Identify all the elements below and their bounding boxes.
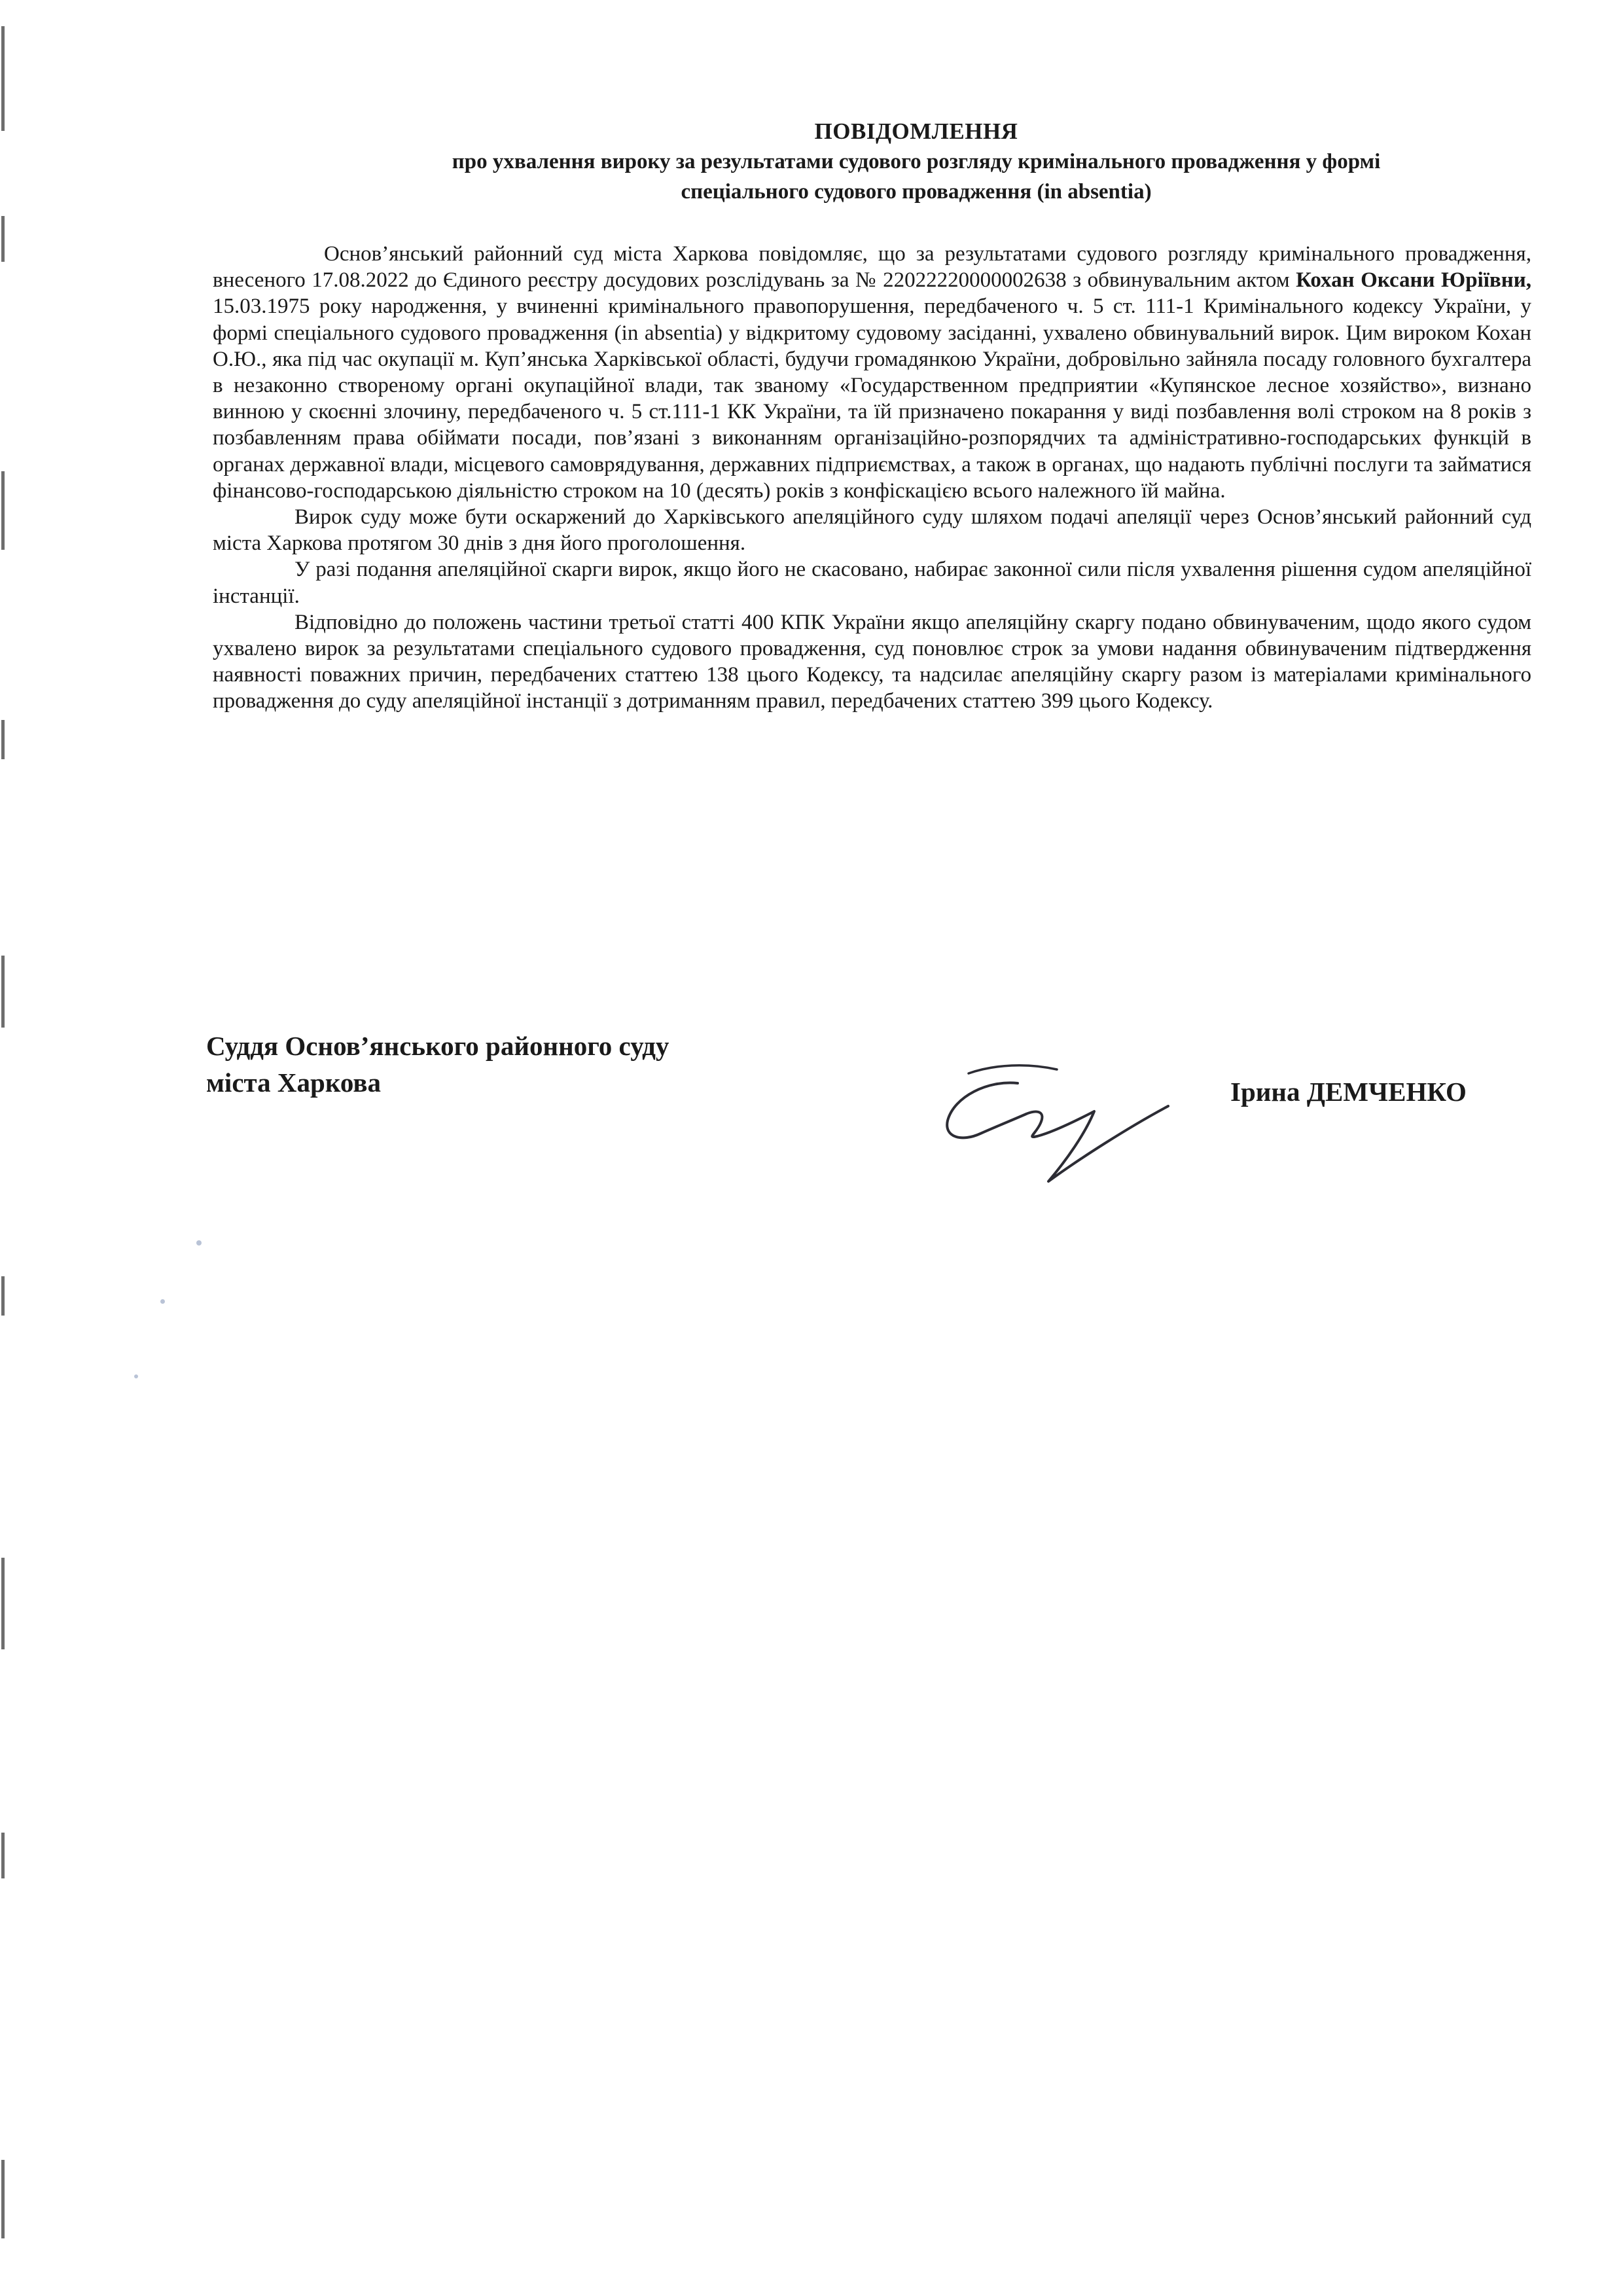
handwritten-signature [942,1060,1185,1194]
paragraph-verdict [213,241,1531,504]
document-subtitle-line-2: спеціального судового провадження (in absentia) [681,180,1152,204]
document-header [249,117,1584,207]
scan-edge-artifact [0,0,18,2296]
verdict-text-part-1: Основ’янський районний суд міста Харкова повідомляє, що за результатами судового розгляду кримінального провадження, внесеного 17.08.2022 до Єдиного реєстру досудових розслідувань за № 22022220000002638 з обвинувальним актом [213,242,1531,293]
judge-position [206,1028,669,1101]
judge-position-line-2: міста Харкова [206,1067,382,1098]
paragraph-appeal: Вирок суду може бути оскаржений до Харківського апеляційного суду шляхом подачі апеляції через Основ’янський районний суд міста Харкова протягом 30 днів з дня його проголошення. [213,505,1531,556]
defendant-name: Кохан Оксани Юріївни, [1296,268,1531,293]
document-body [213,241,1531,715]
judge-position-line-1: Суддя Основ’янського районного суду [206,1031,669,1061]
document-title: ПОВІДОМЛЕННЯ [814,118,1018,144]
paragraph-legal-force: У разі подання апеляційної скарги вирок, якщо його не скасовано, набирає законної сили після ухвалення рішення судом апеляційної інстанції. [213,558,1531,608]
judge-name: Ірина ДЕМЧЕНКО [1230,1077,1467,1107]
scan-speck [134,1374,138,1378]
verdict-text-part-2: 15.03.1975 року народження, у вчиненні кримінального правопорушення, передбаченого ч. 5 ст. 111-1 Кримінального кодексу України, у формі спеціального судового провадження (in absentia) у відкритому судовому засіданні, ухвалено обвинувальний вирок. Цим вироком Кохан О.Ю., яка під час окупації м. Куп’янська Харківської області, будучи громадянкою України, добровільно зайняла посаду головного бухгалтера в незаконно створеному органі окупаційної влади, так званому «Государственном предприятии «Купянское лесное хозяйство», визнано винною у скоєнні злочину, передбаченого ч. 5 ст.111-1 КК України, та їй призначено покарання у виді позбавлення волі строком на 8 років з позбавленням права обіймати посади, пов’язані з виконанням організаційно-розпорядчих та адміністративно-господарських функцій в органах державної влади, місцевого самоврядування, державних підприємствах, а також в органах, що надають публічні послуги та займатися фінансово-господарською діяльністю строком на 10 (десять) років з конфіскацією всього належного їй майна. [213,295,1531,503]
scan-speck [196,1240,202,1246]
scan-speck [160,1299,165,1304]
document-subtitle-line-1: про ухвалення вироку за результатами судового розгляду кримінального провадження у формі [452,150,1381,173]
paragraph-procedure: Відповідно до положень частини третьої статті 400 КПК України якщо апеляційну скаргу подано обвинуваченим, щодо якого судом ухвалено вирок за результатами спеціального судового провадження, суд поновлює строк за умови надання обвинуваченим підтвердження наявності поважних причин, передбачених статтею 138 цього Кодексу, та надсилає апеляційну скаргу разом із матеріалами кримінального провадження до суду апеляційної інстанції з дотриманням правил, передбачених статтею 399 цього Кодексу. [213,610,1531,713]
